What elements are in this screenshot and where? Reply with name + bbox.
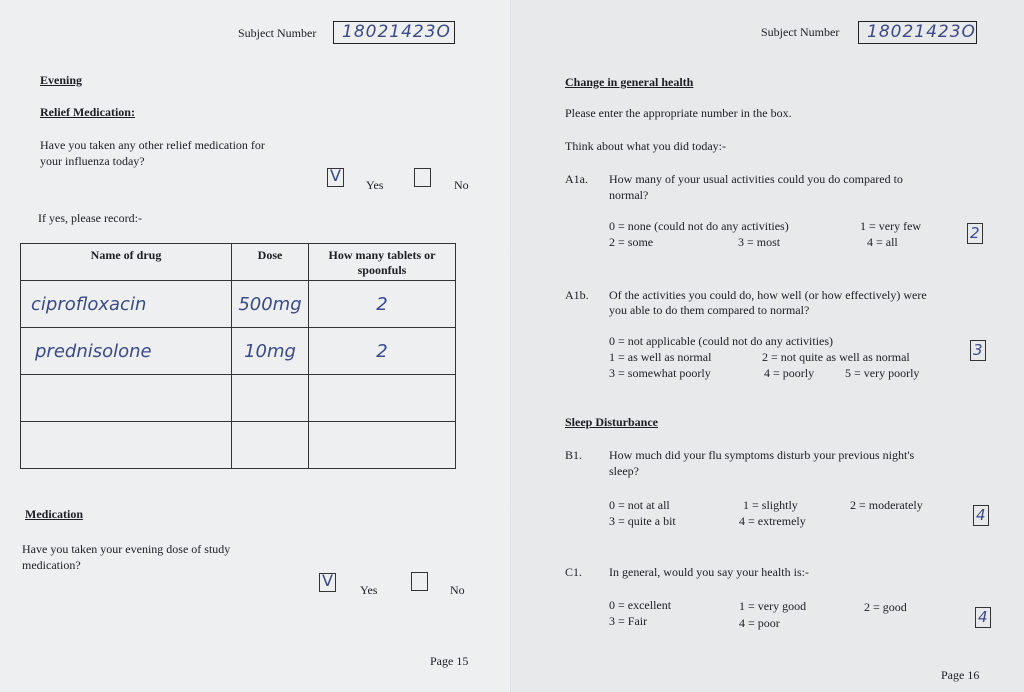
b1-option: 1 = slightly — [743, 498, 798, 512]
b1-option: 3 = quite a bit — [609, 514, 676, 528]
tablets-cell[interactable] — [309, 375, 456, 422]
subject-number-value: 18021423O — [342, 22, 451, 42]
subject-number-label: Subject Number — [761, 25, 840, 39]
b1-option: 4 = extremely — [739, 514, 806, 528]
drug-name-cell[interactable]: prednisolone — [21, 328, 232, 375]
think-text: Think about what you did today:- — [565, 139, 726, 153]
question-a1b-line1: Of the activities you could do, how well (or how effectively) were — [609, 288, 927, 302]
dose-cell[interactable]: 500mg — [232, 281, 309, 328]
question-c1-line1: In general, would you say your health is:- — [609, 565, 809, 579]
medication-heading: Medication — [25, 507, 83, 521]
change-in-general-health-heading: Change in general health — [565, 75, 694, 89]
relief-question-line1: Have you taken any other relief medication for — [40, 138, 265, 152]
table-header-row — [21, 244, 456, 281]
b1-answer-box[interactable] — [973, 505, 989, 526]
subject-number-box — [858, 21, 977, 44]
b1-answer: 4 — [976, 506, 986, 524]
a1b-option: 3 = somewhat poorly — [609, 366, 711, 380]
a1a-option: 2 = some — [609, 235, 654, 249]
question-code-c1: C1. — [565, 565, 583, 579]
instruction-text: Please enter the appropriate number in the box. — [565, 106, 792, 120]
c1-option: 3 = Fair — [609, 614, 648, 628]
checkmark-icon: V — [330, 166, 341, 185]
header-dose: Dose — [232, 244, 309, 281]
relief-no-label: No — [454, 178, 469, 192]
dose-cell[interactable]: 10mg — [232, 328, 309, 375]
a1a-option: 4 = all — [867, 235, 898, 249]
b1-option: 0 = not at all — [609, 498, 670, 512]
a1b-option: 5 = very poorly — [845, 366, 920, 380]
a1a-option: 1 = very few — [860, 219, 922, 233]
table-row — [21, 281, 456, 328]
c1-answer: 4 — [978, 608, 988, 626]
relief-yes-label: Yes — [366, 178, 384, 192]
relief-medication-heading: Relief Medication: — [40, 105, 135, 119]
a1a-option: 3 = most — [738, 235, 781, 249]
c1-option: 4 = poor — [739, 616, 780, 630]
tablets-cell[interactable]: 2 — [309, 281, 456, 328]
tablets-cell[interactable] — [309, 422, 456, 469]
page-number: Page 15 — [430, 654, 469, 668]
question-code-b1: B1. — [565, 448, 583, 462]
a1b-answer-box[interactable] — [970, 340, 986, 361]
header-tablets: How many tablets or spoonfuls — [309, 244, 456, 281]
dose-cell[interactable] — [232, 422, 309, 469]
question-a1a-line1: How many of your usual activities could you do compared to — [609, 172, 903, 186]
a1b-answer: 3 — [973, 341, 983, 359]
question-a1b-line2: you able to do them compared to normal? — [609, 303, 810, 317]
checkmark-icon: V — [322, 571, 333, 590]
page-number: Page 16 — [941, 668, 980, 682]
drug-name-cell[interactable]: ciprofloxacin — [21, 281, 232, 328]
medication-no-label: No — [450, 583, 465, 597]
medication-question-line2: medication? — [22, 558, 81, 572]
medication-yes-label: Yes — [360, 583, 378, 597]
medication-question-line1: Have you taken your evening dose of study — [22, 542, 231, 556]
table-row — [21, 375, 456, 422]
dose-cell[interactable] — [232, 375, 309, 422]
b1-option: 2 = moderately — [850, 498, 923, 512]
subject-number-label: Subject Number — [238, 26, 317, 40]
a1b-option: 1 = as well as normal — [609, 350, 712, 364]
relief-no-checkbox[interactable] — [414, 168, 431, 187]
drug-name-cell[interactable] — [21, 422, 232, 469]
drug-table — [20, 243, 456, 469]
medication-no-checkbox[interactable] — [411, 572, 428, 591]
header-name-of-drug: Name of drug — [21, 244, 232, 281]
question-b1-line2: sleep? — [609, 464, 639, 478]
a1b-option: 2 = not quite as well as normal — [762, 350, 910, 364]
question-a1a-line2: normal? — [609, 188, 649, 202]
c1-answer-box[interactable] — [975, 607, 991, 628]
subject-number-value: 18021423O — [867, 22, 976, 42]
a1a-option: 0 = none (could not do any activities) — [609, 219, 789, 233]
page-16 — [512, 0, 1024, 692]
table-row — [21, 422, 456, 469]
relief-question-line2: your influenza today? — [40, 154, 145, 168]
sleep-disturbance-heading: Sleep Disturbance — [565, 415, 658, 429]
c1-option: 0 = excellent — [609, 598, 672, 612]
question-code-a1b: A1b. — [565, 288, 589, 302]
a1b-option: 4 = poorly — [764, 366, 815, 380]
question-code-a1a: A1a. — [565, 172, 588, 186]
c1-option: 1 = very good — [739, 599, 807, 613]
question-b1-line1: How much did your flu symptoms disturb your previous night's — [609, 448, 915, 462]
tablets-cell[interactable]: 2 — [309, 328, 456, 375]
drug-name-cell[interactable] — [21, 375, 232, 422]
section-evening: Evening — [40, 73, 83, 87]
relief-yes-checkbox[interactable] — [327, 168, 344, 187]
subject-number-box — [333, 21, 455, 44]
a1b-option: 0 = not applicable (could not do any activities) — [609, 334, 834, 348]
table-row — [21, 328, 456, 375]
if-yes-instruction: If yes, please record:- — [38, 211, 142, 225]
medication-yes-checkbox[interactable] — [319, 573, 336, 592]
c1-option: 2 = good — [864, 600, 907, 614]
a1a-answer: 2 — [970, 224, 980, 242]
a1a-answer-box[interactable] — [967, 223, 983, 244]
